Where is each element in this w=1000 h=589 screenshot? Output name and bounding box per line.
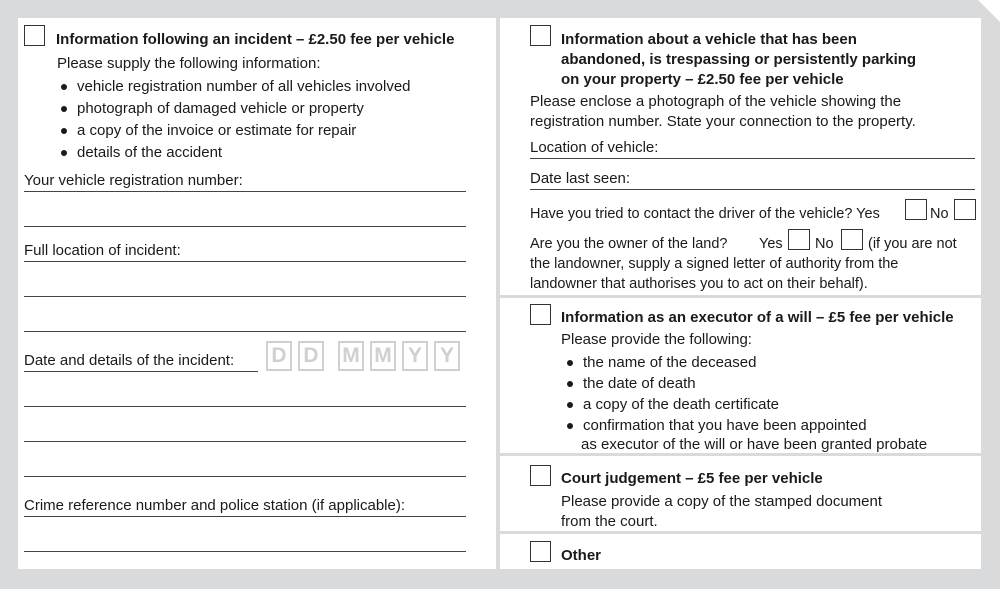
abandoned-instructions-line-2: registration number. State your connection to the property.	[530, 113, 916, 130]
registration-field[interactable]	[24, 191, 466, 192]
list-item: a copy of the death certificate	[563, 394, 867, 415]
crime-reference-field[interactable]	[24, 516, 466, 517]
executor-intro: Please provide the following:	[561, 331, 752, 348]
owner-yes-label: Yes	[759, 236, 783, 252]
list-item: a copy of the invoice or estimate for repair	[57, 120, 411, 142]
abandoned-checkbox[interactable]	[530, 25, 551, 46]
date-box-month-1[interactable]: M	[338, 341, 364, 371]
date-details-label-underline	[24, 371, 258, 372]
other-title: Other	[561, 547, 602, 564]
executor-checkbox[interactable]	[530, 304, 551, 325]
date-box-day-1[interactable]: D	[266, 341, 292, 371]
abandoned-title-line-3: on your property – £2.50 fee per vehicle	[561, 71, 844, 88]
court-judgement-text-line-1: Please provide a copy of the stamped document	[561, 493, 883, 510]
owner-note-line-3: landowner that authorises you to act on their behalf).	[530, 276, 868, 292]
date-details-label: Date and details of the incident:	[24, 352, 235, 369]
court-judgement-text-line-2: from the court.	[561, 513, 658, 530]
executor-item-continuation: as executor of the will or have been granted probate	[581, 436, 928, 453]
vehicle-location-field[interactable]	[530, 158, 975, 159]
court-judgement-title: Court judgement – £5 fee per vehicle	[561, 470, 823, 487]
incident-requirements-list	[57, 76, 411, 164]
location-field-line-2[interactable]	[24, 296, 466, 297]
other-checkbox[interactable]	[530, 541, 551, 562]
incident-intro: Please supply the following information:	[57, 55, 321, 72]
date-box-year-2[interactable]: Y	[434, 341, 460, 371]
court-judgement-checkbox[interactable]	[530, 465, 551, 486]
abandoned-title-line-2: abandoned, is trespassing or persistently parking	[561, 51, 917, 68]
owner-no-checkbox[interactable]	[841, 229, 863, 250]
owner-question: Are you the owner of the land?	[530, 236, 728, 252]
list-item: the name of the deceased	[563, 352, 867, 373]
date-box-year-1[interactable]: Y	[402, 341, 428, 371]
owner-note-line-2: the landowner, supply a signed letter of authority from the	[530, 256, 899, 272]
owner-yes-checkbox[interactable]	[788, 229, 810, 250]
crime-reference-field-line-2[interactable]	[24, 551, 466, 552]
registration-label: Your vehicle registration number:	[24, 172, 243, 189]
date-last-seen-label: Date last seen:	[530, 170, 631, 187]
location-field-line-3[interactable]	[24, 331, 466, 332]
contact-driver-yes-checkbox[interactable]	[905, 199, 927, 220]
folded-corner	[978, 0, 1000, 22]
list-item: vehicle registration number of all vehicles involved	[57, 76, 411, 98]
details-field-line-1[interactable]	[24, 406, 466, 407]
executor-requirements-list	[563, 352, 867, 436]
contact-driver-no-checkbox[interactable]	[954, 199, 976, 220]
date-box-day-2[interactable]: D	[298, 341, 324, 371]
details-field-line-3[interactable]	[24, 476, 466, 477]
abandoned-title-line-1: Information about a vehicle that has been	[561, 31, 857, 48]
abandoned-instructions-line-1: Please enclose a photograph of the vehicle showing the	[530, 93, 902, 110]
vehicle-location-label: Location of vehicle:	[530, 139, 659, 156]
registration-field-line-2[interactable]	[24, 226, 466, 227]
date-box-month-2[interactable]: M	[370, 341, 396, 371]
list-item: the date of death	[563, 373, 867, 394]
contact-driver-no-label: No	[930, 206, 949, 222]
details-field-line-2[interactable]	[24, 441, 466, 442]
list-item: details of the accident	[57, 142, 411, 164]
date-last-seen-field[interactable]	[530, 189, 975, 190]
list-item: photograph of damaged vehicle or property	[57, 98, 411, 120]
crime-reference-label: Crime reference number and police station (if applicable):	[24, 497, 406, 514]
list-item: confirmation that you have been appointed	[563, 415, 867, 436]
location-field[interactable]	[24, 261, 466, 262]
incident-title: Information following an incident – £2.50 fee per vehicle	[56, 31, 455, 48]
location-label: Full location of incident:	[24, 242, 181, 259]
incident-checkbox[interactable]	[24, 25, 45, 46]
owner-no-label: No	[815, 236, 834, 252]
executor-title: Information as an executor of a will – £5 fee per vehicle	[561, 309, 954, 326]
contact-driver-question: Have you tried to contact the driver of the vehicle? Yes	[530, 206, 880, 222]
owner-note-line-1: (if you are not	[868, 236, 957, 252]
